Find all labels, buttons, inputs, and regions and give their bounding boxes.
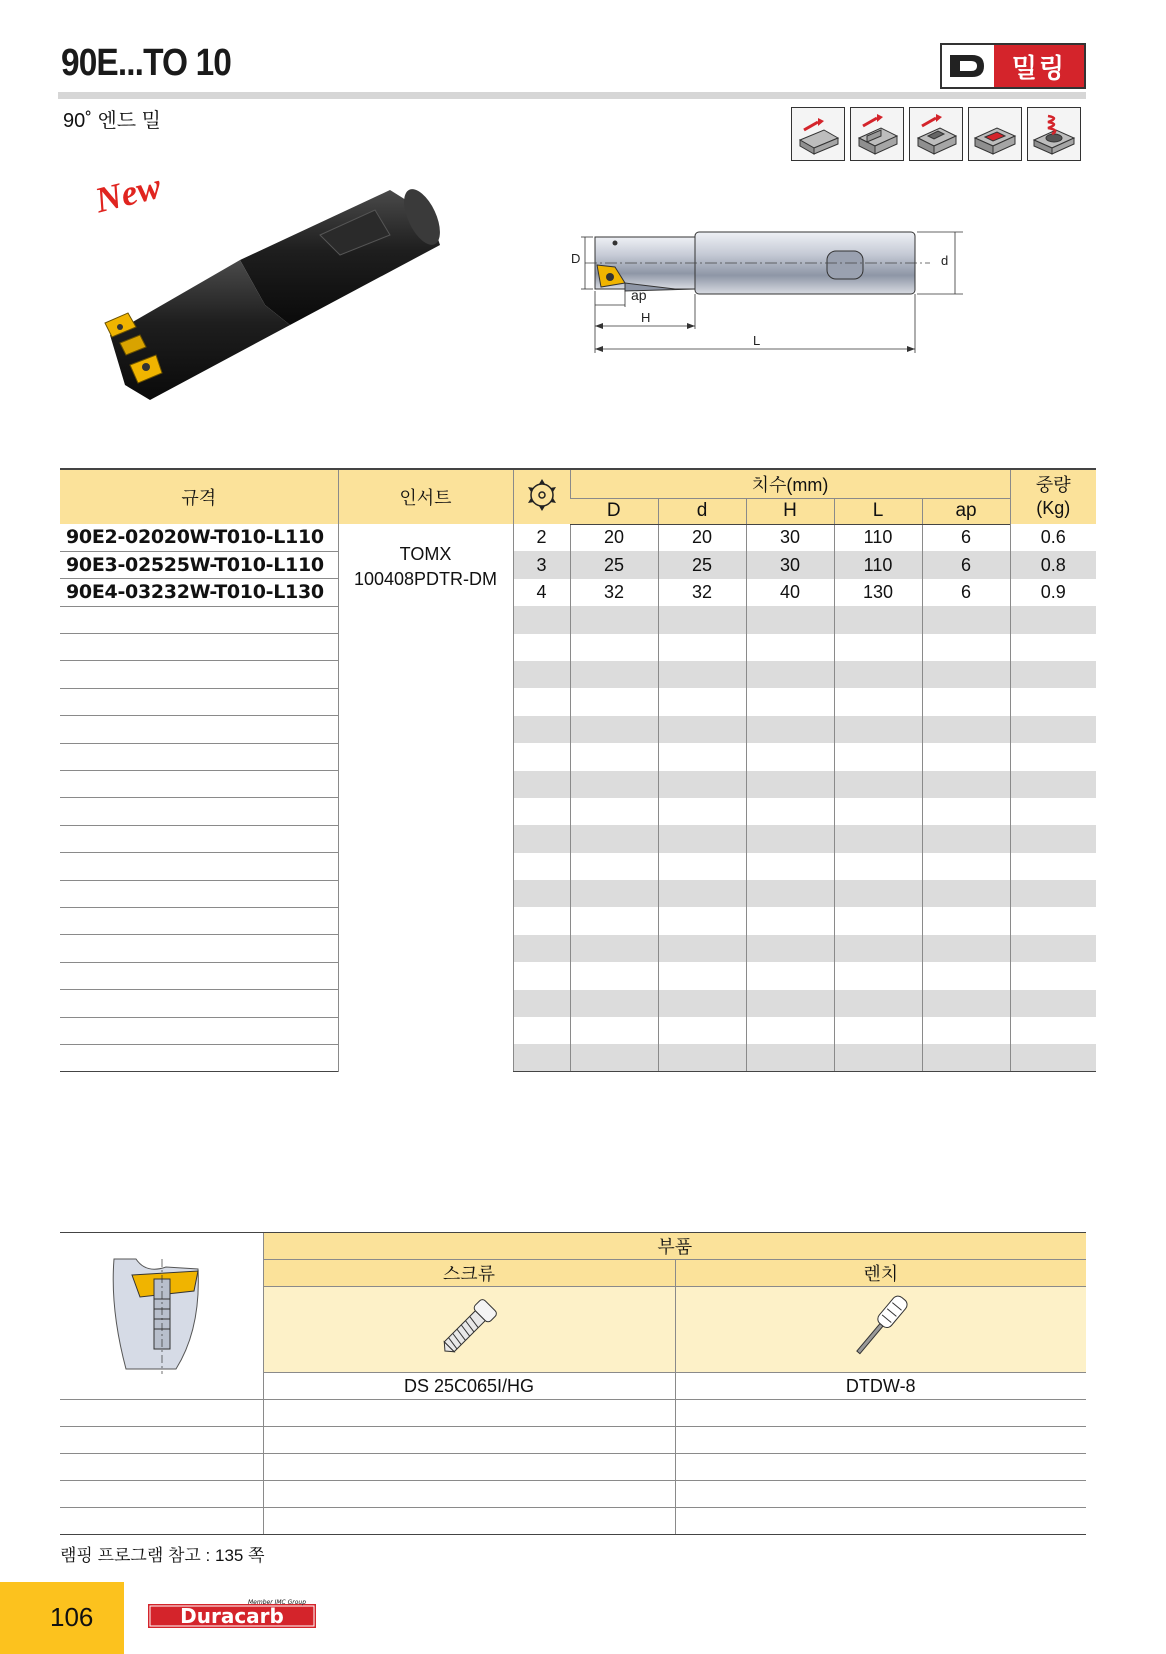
- spec-cell: 90E2-02020W-T010-L110: [60, 524, 338, 551]
- cell-L: [834, 743, 922, 770]
- table-row: [60, 688, 1096, 715]
- page-number-box: [0, 1582, 124, 1654]
- operation-icons: [791, 107, 1081, 161]
- cell-z: 3: [513, 551, 570, 578]
- cell-d: 25: [658, 551, 746, 578]
- cell-kg: [1010, 606, 1096, 633]
- cell-L: [834, 1044, 922, 1071]
- cell-z: [513, 880, 570, 907]
- cell-z: 4: [513, 579, 570, 606]
- spec-cell: [60, 798, 338, 825]
- cell-ap: [922, 1017, 1010, 1044]
- cell-z: [513, 990, 570, 1017]
- table-row: [60, 606, 1096, 633]
- table-row: [60, 1017, 1096, 1044]
- category-label: 밀링: [994, 45, 1084, 87]
- cell-H: [746, 606, 834, 633]
- cell-d: 20: [658, 524, 746, 551]
- cell-ap: [922, 606, 1010, 633]
- cell-ap: [922, 825, 1010, 852]
- cell-ap: [922, 990, 1010, 1017]
- cell-d: [658, 853, 746, 880]
- spec-cell: 90E4-03232W-T010-L130: [60, 579, 338, 606]
- spec-cell: [60, 634, 338, 661]
- cell-D: [570, 606, 658, 633]
- blank-cell: [675, 1481, 1086, 1508]
- cell-d: [658, 990, 746, 1017]
- cell-D: [570, 661, 658, 688]
- cell-z: [513, 771, 570, 798]
- cell-kg: [1010, 990, 1096, 1017]
- cell-d: [658, 606, 746, 633]
- insert-cell: [338, 524, 513, 1072]
- parts-title: 부품: [263, 1233, 1086, 1260]
- cell-ap: [922, 798, 1010, 825]
- cell-D: 20: [570, 524, 658, 551]
- cell-L: [834, 962, 922, 989]
- cell-H: [746, 1044, 834, 1071]
- blank-cell: [675, 1427, 1086, 1454]
- cell-z: [513, 1017, 570, 1044]
- cell-ap: [922, 634, 1010, 661]
- spec-cell: [60, 688, 338, 715]
- cell-kg: [1010, 880, 1096, 907]
- cell-D: 32: [570, 579, 658, 606]
- brand-tag: Member IMC Group: [248, 1599, 307, 1606]
- end-mill-photo: [90, 175, 470, 420]
- blank-cell: [60, 1508, 263, 1535]
- col-header-insert: 인서트: [338, 469, 513, 524]
- cell-kg: [1010, 634, 1096, 661]
- cell-kg: [1010, 743, 1096, 770]
- parts-col-wrench: 렌치: [675, 1260, 1086, 1287]
- brand-name: Duracarb: [180, 1604, 284, 1628]
- col-header-L: L: [834, 498, 922, 524]
- cell-L: 110: [834, 524, 922, 551]
- cell-ap: [922, 907, 1010, 934]
- cell-H: [746, 990, 834, 1017]
- cell-D: [570, 688, 658, 715]
- spec-cell: [60, 1044, 338, 1071]
- cell-ap: [922, 743, 1010, 770]
- blank-cell: [263, 1508, 675, 1535]
- blank-cell: [675, 1400, 1086, 1427]
- table-row: [60, 935, 1096, 962]
- helical-interpolation-icon: [1027, 107, 1081, 161]
- cell-kg: 0.9: [1010, 579, 1096, 606]
- cell-d: [658, 634, 746, 661]
- cell-kg: [1010, 825, 1096, 852]
- cell-z: [513, 798, 570, 825]
- spec-cell: [60, 771, 338, 798]
- blank-cell: [263, 1427, 675, 1454]
- table-row: [60, 743, 1096, 770]
- blank-cell: [60, 1400, 263, 1427]
- spec-cell: [60, 825, 338, 852]
- cell-ap: [922, 935, 1010, 962]
- category-badge: [940, 43, 1086, 89]
- table-row: [60, 798, 1096, 825]
- cell-kg: [1010, 661, 1096, 688]
- cell-z: [513, 1044, 570, 1071]
- cell-d: [658, 962, 746, 989]
- cell-D: [570, 771, 658, 798]
- new-label: New: [91, 165, 165, 221]
- teeth-count-icon: [513, 469, 570, 524]
- weight-unit: (Kg): [1036, 498, 1071, 518]
- duracarb-logo: [148, 1600, 316, 1630]
- table-row: [60, 579, 1096, 606]
- cell-kg: [1010, 907, 1096, 934]
- cell-kg: [1010, 853, 1096, 880]
- spec-cell: [60, 990, 338, 1017]
- cell-z: [513, 716, 570, 743]
- blank-cell: [60, 1427, 263, 1454]
- spec-cell: [60, 716, 338, 743]
- cell-z: [513, 606, 570, 633]
- cell-D: [570, 880, 658, 907]
- cell-L: [834, 634, 922, 661]
- cell-D: [570, 825, 658, 852]
- cell-z: [513, 935, 570, 962]
- blank-cell: [263, 1481, 675, 1508]
- diagram-label-d: d: [941, 253, 949, 268]
- table-row: [60, 990, 1096, 1017]
- cell-z: [513, 853, 570, 880]
- screw-icon: [263, 1287, 675, 1373]
- cell-D: [570, 853, 658, 880]
- cell-H: [746, 907, 834, 934]
- cell-L: 130: [834, 579, 922, 606]
- spec-cell: 90E3-02525W-T010-L110: [60, 551, 338, 578]
- cell-ap: [922, 716, 1010, 743]
- cell-H: 40: [746, 579, 834, 606]
- cell-H: [746, 935, 834, 962]
- cell-L: [834, 1017, 922, 1044]
- insert-code: 100408PDTR-DM: [353, 569, 498, 589]
- spec-cell: [60, 1017, 338, 1044]
- table-row: [60, 551, 1096, 578]
- cell-D: [570, 907, 658, 934]
- diagram-label-H: H: [641, 310, 651, 325]
- blank-cell: [263, 1454, 675, 1481]
- cell-ap: [922, 962, 1010, 989]
- table-row: [60, 825, 1096, 852]
- spec-cell: [60, 606, 338, 633]
- blank-cell: [675, 1454, 1086, 1481]
- ramping-note: 램핑 프로그램 참고 : 135 쪽: [60, 1546, 265, 1565]
- cell-d: [658, 771, 746, 798]
- cell-d: [658, 716, 746, 743]
- cell-kg: [1010, 962, 1096, 989]
- parts-table: [60, 1232, 1086, 1535]
- table-row: [60, 771, 1096, 798]
- slot-milling-icon: [909, 107, 963, 161]
- spec-table: [60, 468, 1096, 1072]
- col-header-ap: ap: [922, 498, 1010, 524]
- cell-D: [570, 962, 658, 989]
- cell-L: [834, 606, 922, 633]
- cell-z: [513, 825, 570, 852]
- cell-d: [658, 825, 746, 852]
- page-title: 90E...TO 10: [61, 42, 232, 84]
- col-header-D: D: [570, 498, 658, 524]
- page-subtitle: 90˚ 엔드 밀: [63, 110, 161, 132]
- pocket-milling-icon: [968, 107, 1022, 161]
- cell-D: 25: [570, 551, 658, 578]
- cell-d: [658, 1017, 746, 1044]
- cell-H: [746, 798, 834, 825]
- table-row: [60, 1044, 1096, 1071]
- diagram-label-D: D: [571, 251, 581, 266]
- cell-H: [746, 771, 834, 798]
- cell-d: [658, 661, 746, 688]
- diagram-label-ap: ap: [631, 287, 647, 303]
- cell-H: 30: [746, 524, 834, 551]
- dimension-diagram: [571, 225, 1025, 380]
- cell-H: [746, 661, 834, 688]
- table-row: [60, 853, 1096, 880]
- screw-code: DS 25C065I/HG: [263, 1373, 675, 1400]
- table-row: [60, 907, 1096, 934]
- spec-cell: [60, 743, 338, 770]
- shoulder-milling-icon: [850, 107, 904, 161]
- blank-cell: [675, 1508, 1086, 1535]
- cell-D: [570, 798, 658, 825]
- cell-H: [746, 1017, 834, 1044]
- blank-cell: [60, 1454, 263, 1481]
- title-rule: [58, 92, 1086, 99]
- cell-D: [570, 990, 658, 1017]
- table-row: [60, 716, 1096, 743]
- col-header-dimensions: 치수(mm): [570, 469, 1010, 498]
- cell-D: [570, 1044, 658, 1071]
- cell-D: [570, 1017, 658, 1044]
- cell-ap: [922, 880, 1010, 907]
- col-header-H: H: [746, 498, 834, 524]
- table-row: [60, 661, 1096, 688]
- cell-d: [658, 935, 746, 962]
- cell-z: [513, 962, 570, 989]
- cell-d: [658, 743, 746, 770]
- cell-d: [658, 1044, 746, 1071]
- cell-L: [834, 935, 922, 962]
- cell-ap: [922, 688, 1010, 715]
- cell-d: [658, 688, 746, 715]
- spec-cell: [60, 935, 338, 962]
- spec-cell: [60, 880, 338, 907]
- cell-kg: [1010, 716, 1096, 743]
- cell-H: [746, 825, 834, 852]
- cell-H: [746, 962, 834, 989]
- cell-z: [513, 743, 570, 770]
- cell-ap: [922, 1044, 1010, 1071]
- cell-z: [513, 688, 570, 715]
- blank-cell: [60, 1481, 263, 1508]
- cell-L: [834, 990, 922, 1017]
- cell-z: [513, 634, 570, 661]
- cell-kg: [1010, 798, 1096, 825]
- cell-z: [513, 661, 570, 688]
- table-row: [60, 524, 1096, 551]
- cell-H: [746, 688, 834, 715]
- cell-ap: 6: [922, 524, 1010, 551]
- insert-clamp-illustration: [60, 1233, 263, 1400]
- cell-L: [834, 853, 922, 880]
- col-header-spec: 규격: [60, 469, 338, 524]
- diagram-label-L: L: [753, 333, 761, 348]
- cell-ap: [922, 771, 1010, 798]
- cell-L: [834, 771, 922, 798]
- table-row: [60, 962, 1096, 989]
- cell-L: [834, 880, 922, 907]
- cell-kg: [1010, 935, 1096, 962]
- insert-type: TOMX: [399, 544, 452, 564]
- cell-d: 32: [658, 579, 746, 606]
- cell-L: [834, 798, 922, 825]
- cell-L: 110: [834, 551, 922, 578]
- cell-d: [658, 907, 746, 934]
- cell-L: [834, 688, 922, 715]
- weight-label: 중량: [1035, 475, 1071, 495]
- cell-z: 2: [513, 524, 570, 551]
- cell-ap: [922, 661, 1010, 688]
- cell-H: [746, 634, 834, 661]
- cell-kg: [1010, 771, 1096, 798]
- cell-H: 30: [746, 551, 834, 578]
- cell-D: [570, 634, 658, 661]
- cell-L: [834, 716, 922, 743]
- spec-cell: [60, 853, 338, 880]
- cell-L: [834, 661, 922, 688]
- wrench-code: DTDW-8: [675, 1373, 1086, 1400]
- cell-ap: [922, 853, 1010, 880]
- cell-ap: 6: [922, 551, 1010, 578]
- cell-H: [746, 880, 834, 907]
- parts-col-screw: 스크류: [263, 1260, 675, 1287]
- cell-D: [570, 716, 658, 743]
- cell-z: [513, 907, 570, 934]
- cell-kg: [1010, 688, 1096, 715]
- spec-cell: [60, 907, 338, 934]
- cell-kg: 0.6: [1010, 524, 1096, 551]
- table-row: [60, 880, 1096, 907]
- cell-kg: 0.8: [1010, 551, 1096, 578]
- face-milling-icon: [791, 107, 845, 161]
- blank-cell: [263, 1400, 675, 1427]
- cell-d: [658, 880, 746, 907]
- cell-L: [834, 907, 922, 934]
- cell-ap: 6: [922, 579, 1010, 606]
- spec-cell: [60, 962, 338, 989]
- spec-cell: [60, 661, 338, 688]
- cell-D: [570, 935, 658, 962]
- cell-L: [834, 825, 922, 852]
- cell-H: [746, 743, 834, 770]
- d-logo-icon: [942, 45, 994, 87]
- col-header-weight: [1010, 469, 1096, 524]
- cell-H: [746, 853, 834, 880]
- cell-kg: [1010, 1017, 1096, 1044]
- cell-kg: [1010, 1044, 1096, 1071]
- cell-d: [658, 798, 746, 825]
- wrench-icon: [675, 1287, 1086, 1373]
- page-number: 106: [50, 1602, 94, 1632]
- cell-H: [746, 716, 834, 743]
- table-row: [60, 634, 1096, 661]
- col-header-d: d: [658, 498, 746, 524]
- cell-D: [570, 743, 658, 770]
